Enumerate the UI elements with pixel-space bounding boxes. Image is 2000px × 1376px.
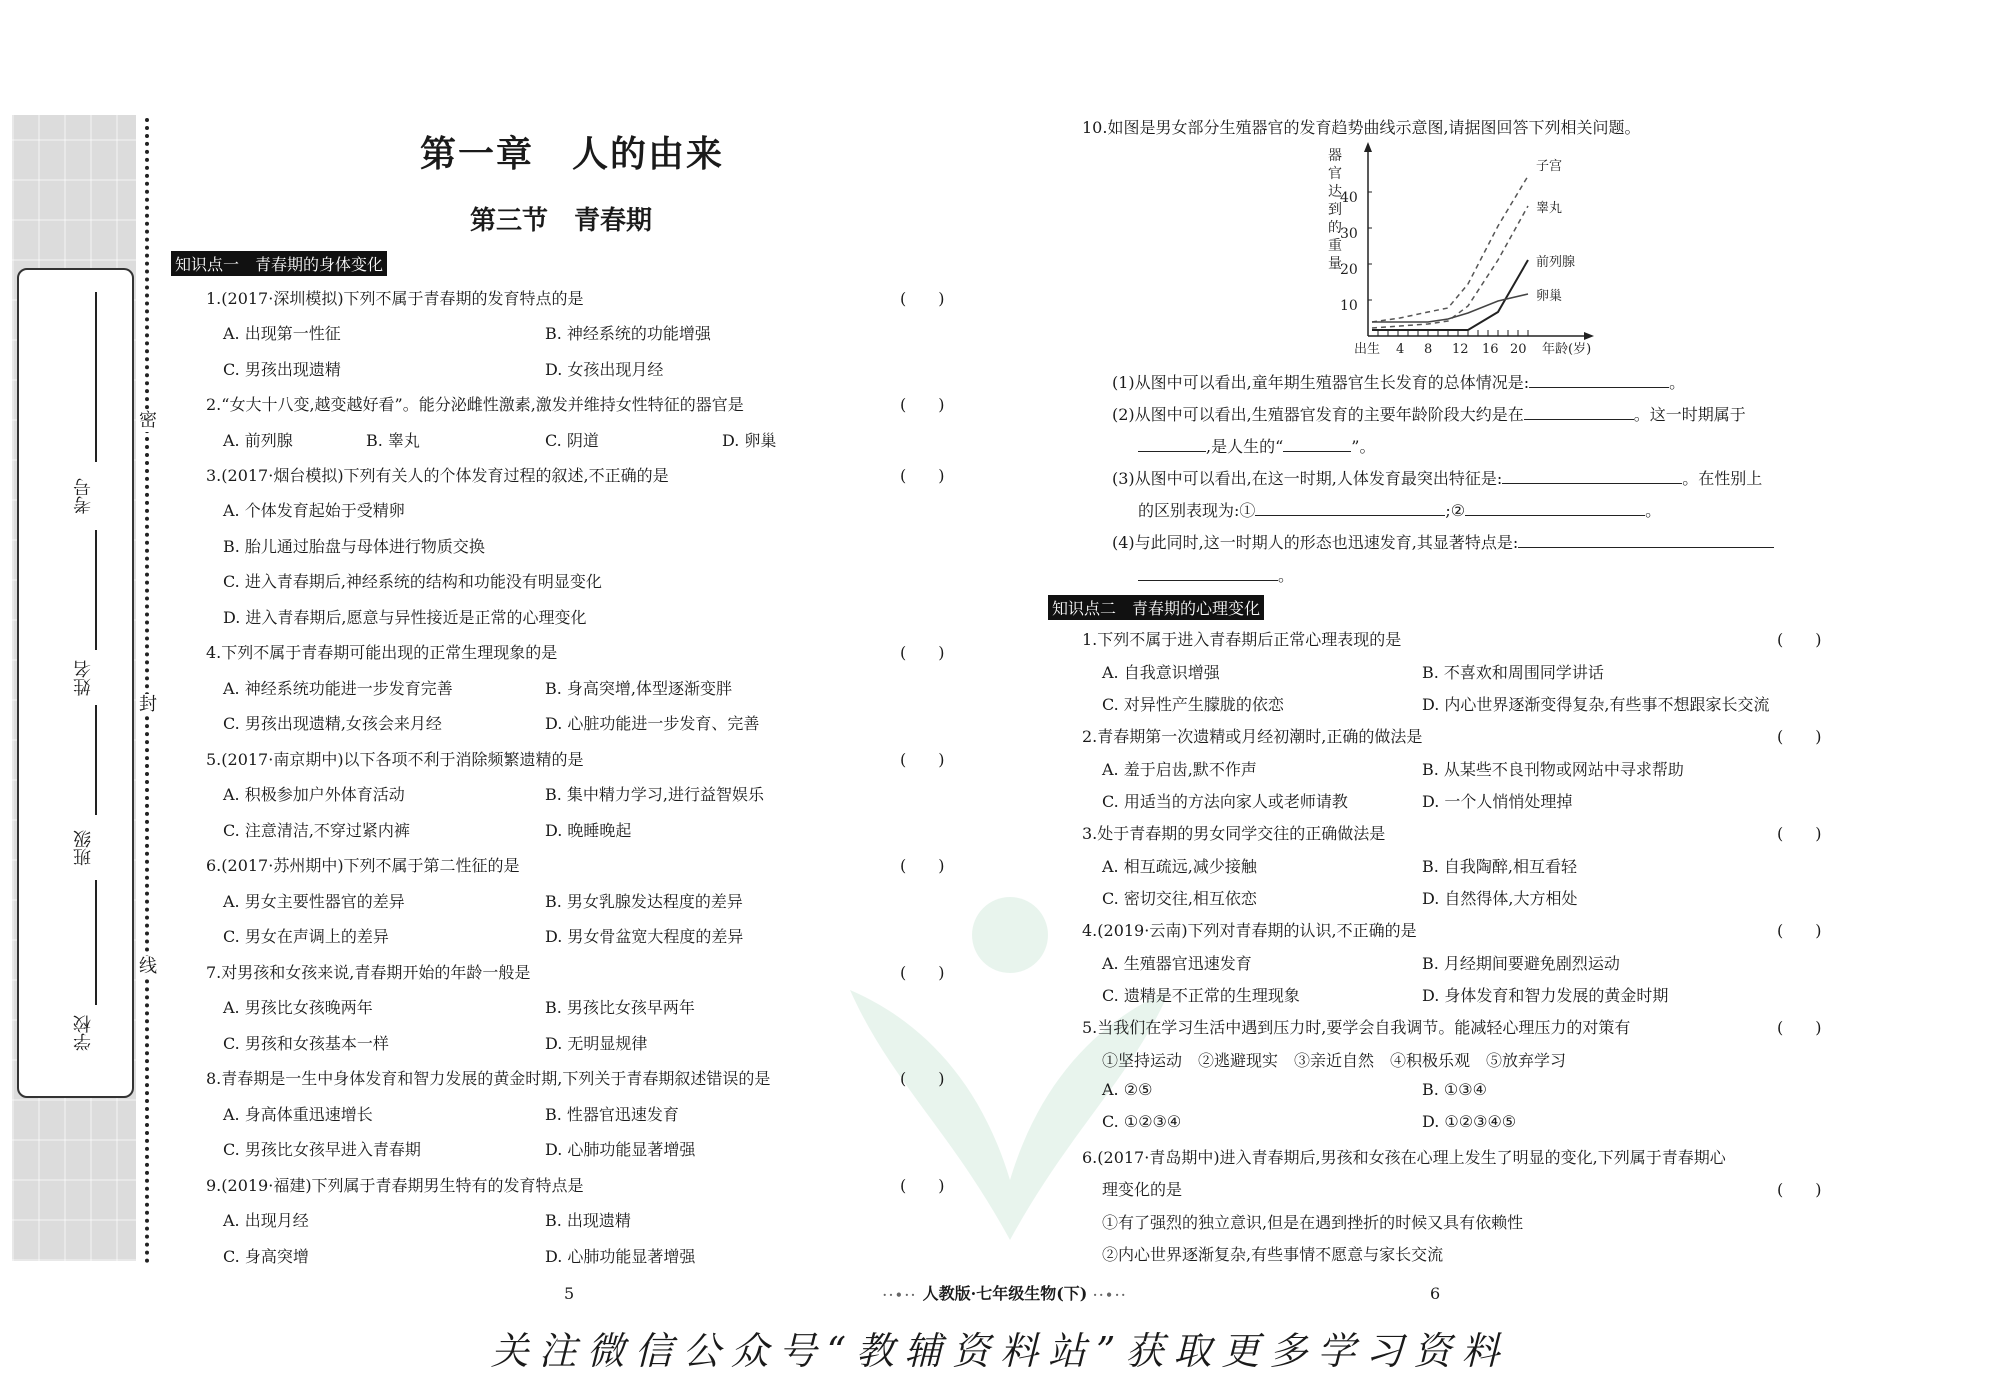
- option: C. 对异性产生朦胧的依恋: [1102, 695, 1284, 714]
- option: D. 心脏功能进一步发育、完善: [545, 714, 760, 733]
- punctuation: 。: [1278, 566, 1295, 585]
- seal-mark-mi: 密: [136, 410, 160, 432]
- chapter-title: 第一章 人的由来: [420, 133, 725, 175]
- option: C. ①②③④: [1102, 1112, 1182, 1131]
- option: A. 出现第一性征: [223, 324, 341, 343]
- option: A. 相互疏远,减少接触: [1102, 857, 1257, 876]
- numbered-items: ①坚持运动 ②逃避现实 ③亲近自然 ④积极乐观 ⑤放弃学习: [1102, 1051, 1567, 1070]
- question-stem: 5.(2017·南京期中)以下各项不利于消除频繁遗精的是: [206, 750, 584, 769]
- option: A. 生殖器官迅速发育: [1102, 954, 1252, 973]
- svg-text:到: 到: [1328, 202, 1342, 218]
- punctuation: 。: [1645, 501, 1662, 520]
- option: B. 神经系统的功能增强: [545, 324, 711, 343]
- option: B. 身高突增,体型逐渐变胖: [545, 679, 733, 698]
- sub-question-text: 的区别表现为:①: [1138, 501, 1256, 520]
- section-title: 第三节 青春期: [470, 206, 653, 236]
- svg-text:年龄(岁): 年龄(岁): [1542, 342, 1592, 357]
- name-line: [95, 705, 97, 815]
- answer-bracket[interactable]: ( ): [900, 395, 945, 414]
- option: D. 女孩出现月经: [545, 360, 664, 379]
- question-stem: 6.(2017·青岛期中)进入青春期后,男孩和女孩在心理上发生了明显的变化,下列属于青春期心: [1082, 1148, 1726, 1167]
- option: C. 用适当的方法向家人或老师请教: [1102, 792, 1348, 811]
- decorative-dots: ··•··: [1092, 1288, 1128, 1302]
- exam-number-line-2: [95, 530, 97, 650]
- sub-question-1: [1112, 370, 1685, 393]
- answer-blank[interactable]: [1255, 501, 1445, 516]
- option: B. 性器官迅速发育: [545, 1105, 679, 1124]
- option: B. 不喜欢和周围同学讲话: [1422, 663, 1604, 682]
- svg-text:4: 4: [1396, 342, 1405, 357]
- option: A. 神经系统功能进一步发育完善: [223, 679, 453, 698]
- knowledge-point-1-header: 知识点一 青春期的身体变化: [171, 251, 387, 276]
- name-label: 姓名: [73, 660, 94, 696]
- class-label: 班级: [73, 830, 94, 866]
- option: C. 进入青春期后,神经系统的结构和功能没有明显变化: [223, 572, 602, 591]
- sub-question-4-line2: [1138, 563, 1294, 586]
- option: B. 出现遗精: [545, 1211, 631, 1230]
- sub-question-3-line2: [1138, 498, 1661, 521]
- question-stem: 3.处于青春期的男女同学交往的正确做法是: [1082, 824, 1386, 843]
- svg-text:官: 官: [1328, 166, 1342, 182]
- exam-number-label: 考号: [73, 478, 94, 514]
- option: B. 男女乳腺发达程度的差异: [545, 892, 743, 911]
- answer-bracket[interactable]: ( ): [900, 963, 945, 982]
- question-stem: 4.(2019·云南)下列对青春期的认识,不正确的是: [1082, 921, 1417, 940]
- svg-text:20: 20: [1510, 342, 1527, 357]
- answer-bracket[interactable]: ( ): [1777, 1018, 1822, 1037]
- punctuation: 。: [1669, 373, 1686, 392]
- sub-question-text: (1)从图中可以看出,童年期生殖器官生长发育的总体情况是:: [1112, 373, 1530, 392]
- svg-text:器: 器: [1328, 148, 1342, 164]
- option: A. 出现月经: [223, 1211, 309, 1230]
- question-stem: 9.(2019·福建)下列属于青春期男生特有的发育特点是: [206, 1176, 584, 1195]
- seal-mark-xian: 线: [136, 956, 160, 978]
- option: B. 睾丸: [366, 431, 420, 450]
- edition-label: 人教版·七年级生物(下): [922, 1284, 1088, 1303]
- option: B. 自我陶醉,相互看轻: [1422, 857, 1578, 876]
- question-stem: 8.青春期是一生中身体发育和智力发展的黄金时期,下列关于青春期叙述错误的是: [206, 1069, 771, 1088]
- exam-number-line: [95, 292, 97, 462]
- svg-text:20: 20: [1340, 262, 1358, 278]
- numbered-item: ②内心世界逐渐复杂,有些事情不愿意与家长交流: [1102, 1245, 1444, 1264]
- sub-question-text: 。在性别上: [1682, 469, 1763, 488]
- option: B. 男孩比女孩早两年: [545, 998, 695, 1017]
- sub-question-text: (2)从图中可以看出,生殖器官发育的主要年龄阶段大约是在: [1112, 405, 1524, 424]
- answer-bracket[interactable]: ( ): [900, 289, 945, 308]
- seal-mark-feng: 封: [136, 694, 160, 716]
- answer-blank[interactable]: [1283, 437, 1351, 452]
- option: C. 男孩比女孩早进入青春期: [223, 1140, 421, 1159]
- option: C. 密切交往,相互依恋: [1102, 889, 1257, 908]
- option: A. 身高体重迅速增长: [223, 1105, 373, 1124]
- answer-bracket[interactable]: ( ): [1777, 824, 1822, 843]
- answer-blank[interactable]: [1138, 437, 1206, 452]
- question-stem: 4.下列不属于青春期可能出现的正常生理现象的是: [206, 643, 558, 662]
- svg-text:子宫: 子宫: [1536, 159, 1563, 174]
- option: A. 前列腺: [223, 431, 293, 450]
- option: D. 心肺功能显著增强: [545, 1247, 696, 1266]
- option: C. 身高突增: [223, 1247, 309, 1266]
- svg-text:达: 达: [1328, 184, 1342, 200]
- option: C. 注意清洁,不穿过紧内裤: [223, 821, 410, 840]
- option: A. 个体发育起始于受精卵: [223, 501, 405, 520]
- svg-text:睾丸: 睾丸: [1536, 201, 1563, 216]
- svg-text:40: 40: [1340, 190, 1358, 206]
- option: B. 从某些不良刊物或网站中寻求帮助: [1422, 760, 1684, 779]
- sub-question-text: ,是人生的“: [1206, 437, 1284, 456]
- option: C. 遗精是不正常的生理现象: [1102, 986, 1300, 1005]
- question-stem: 5.当我们在学习生活中遇到压力时,要学会自我调节。能减轻心理压力的对策有: [1082, 1018, 1631, 1037]
- option: D. ①②③④⑤: [1422, 1112, 1517, 1131]
- sub-question-2: [1112, 402, 1746, 425]
- sub-question-text: 。这一时期属于: [1633, 405, 1746, 424]
- question-stem: 6.(2017·苏州期中)下列不属于第二性征的是: [206, 856, 520, 875]
- option: C. 阴道: [545, 431, 599, 450]
- sub-question-4: [1112, 530, 1774, 553]
- numbered-item: ①有了强烈的独立意识,但是在遇到挫折的时候又具有依赖性: [1102, 1213, 1524, 1232]
- svg-text:12: 12: [1452, 342, 1469, 357]
- decorative-dots: ··•··: [882, 1288, 918, 1302]
- question-stem: 1.下列不属于进入青春期后正常心理表现的是: [1082, 630, 1402, 649]
- option: A. ②⑤: [1102, 1080, 1153, 1099]
- answer-bracket[interactable]: ( ): [900, 466, 945, 485]
- question-stem-continued: 理变化的是: [1102, 1180, 1183, 1199]
- sub-question-text: (4)与此同时,这一时期人的形态也迅速发育,其显著特点是:: [1112, 533, 1519, 552]
- answer-bracket[interactable]: ( ): [1777, 630, 1822, 649]
- question-stem: 2.青春期第一次遗精或月经初潮时,正确的做法是: [1082, 727, 1423, 746]
- option: B. 月经期间要避免剧烈运动: [1422, 954, 1620, 973]
- option: D. 内心世界逐渐变得复杂,有些事不想跟家长交流: [1422, 695, 1770, 714]
- footer-edition: [840, 1281, 1170, 1304]
- option: D. 进入青春期后,愿意与异性接近是正常的心理变化: [223, 608, 587, 627]
- option: A. 积极参加户外体育活动: [223, 785, 405, 804]
- question-10-stem: 10.如图是男女部分生殖器官的发育趋势曲线示意图,请据图回答下列相关问题。: [1082, 118, 1641, 137]
- question-stem: 1.(2017·深圳模拟)下列不属于青春期的发育特点的是: [206, 289, 584, 308]
- answer-blank[interactable]: [1502, 469, 1682, 484]
- option: A. 羞于启齿,默不作声: [1102, 760, 1257, 779]
- sub-question-2-line2: [1138, 434, 1375, 457]
- svg-text:出生: 出生: [1354, 342, 1381, 357]
- page-number-right: 6: [1430, 1284, 1441, 1303]
- punctuation: ”。: [1351, 437, 1376, 456]
- answer-blank[interactable]: [1465, 501, 1645, 516]
- organ-development-chart: [1320, 140, 1620, 360]
- option: C. 男女在声调上的差异: [223, 927, 389, 946]
- question-stem: 7.对男孩和女孩来说,青春期开始的年龄一般是: [206, 963, 531, 982]
- answer-bracket[interactable]: ( ): [900, 1176, 945, 1195]
- class-line: [95, 880, 97, 1005]
- option: D. 男女骨盆宽大程度的差异: [545, 927, 744, 946]
- answer-bracket[interactable]: ( ): [1777, 1180, 1822, 1199]
- svg-text:30: 30: [1340, 226, 1358, 242]
- answer-bracket[interactable]: ( ): [1777, 921, 1822, 940]
- school-label: 学校: [73, 1015, 94, 1051]
- answer-blank[interactable]: [1138, 566, 1278, 581]
- option: C. 男孩出现遗精: [223, 360, 341, 379]
- answer-bracket[interactable]: ( ): [900, 1069, 945, 1088]
- option: D. 无明显规律: [545, 1034, 648, 1053]
- answer-blank[interactable]: [1529, 373, 1669, 388]
- cut-line: [145, 118, 149, 1264]
- page-number-left: 5: [564, 1284, 575, 1303]
- option: A. 男孩比女孩晚两年: [223, 998, 373, 1017]
- option: C. 男孩出现遗精,女孩会来月经: [223, 714, 442, 733]
- answer-bracket[interactable]: ( ): [900, 856, 945, 875]
- option: D. 自然得体,大方相处: [1422, 889, 1578, 908]
- svg-text:的: 的: [1328, 220, 1342, 236]
- option: D. 一个人悄悄处理掉: [1422, 792, 1573, 811]
- option: A. 自我意识增强: [1102, 663, 1220, 682]
- option: A. 男女主要性器官的差异: [223, 892, 405, 911]
- answer-bracket[interactable]: ( ): [1777, 727, 1822, 746]
- answer-blank[interactable]: [1524, 405, 1634, 420]
- svg-text:16: 16: [1482, 342, 1499, 357]
- sub-question-text: ;②: [1445, 501, 1466, 520]
- sub-question-3: [1112, 466, 1762, 489]
- knowledge-point-2-header: 知识点二 青春期的心理变化: [1048, 595, 1264, 620]
- svg-text:8: 8: [1424, 342, 1433, 357]
- answer-bracket[interactable]: ( ): [900, 750, 945, 769]
- option: B. ①③④: [1422, 1080, 1487, 1099]
- sub-question-text: (3)从图中可以看出,在这一时期,人体发育最突出特征是:: [1112, 469, 1503, 488]
- svg-text:前列腺: 前列腺: [1536, 255, 1576, 270]
- option: D. 心肺功能显著增强: [545, 1140, 696, 1159]
- option: D. 身体发育和智力发展的黄金时期: [1422, 986, 1669, 1005]
- svg-text:重: 重: [1328, 238, 1342, 254]
- svg-text:10: 10: [1340, 298, 1358, 314]
- option: B. 胎儿通过胎盘与母体进行物质交换: [223, 537, 485, 556]
- option: D. 晚睡晚起: [545, 821, 632, 840]
- option: B. 集中精力学习,进行益智娱乐: [545, 785, 765, 804]
- answer-blank[interactable]: [1518, 533, 1774, 548]
- promo-banner: 关注微信公众号“教辅资料站”获取更多学习资料: [490, 1329, 1510, 1373]
- answer-bracket[interactable]: ( ): [900, 643, 945, 662]
- question-stem: 2.“女大十八变,越变越好看”。能分泌雌性激素,激发并维持女性特征的器官是: [206, 395, 744, 414]
- svg-text:卵巢: 卵巢: [1536, 289, 1563, 304]
- option: D. 卵巢: [722, 431, 777, 450]
- option: C. 男孩和女孩基本一样: [223, 1034, 389, 1053]
- question-stem: 3.(2017·烟台模拟)下列有关人的个体发育过程的叙述,不正确的是: [206, 466, 669, 485]
- svg-text:量: 量: [1328, 256, 1342, 272]
